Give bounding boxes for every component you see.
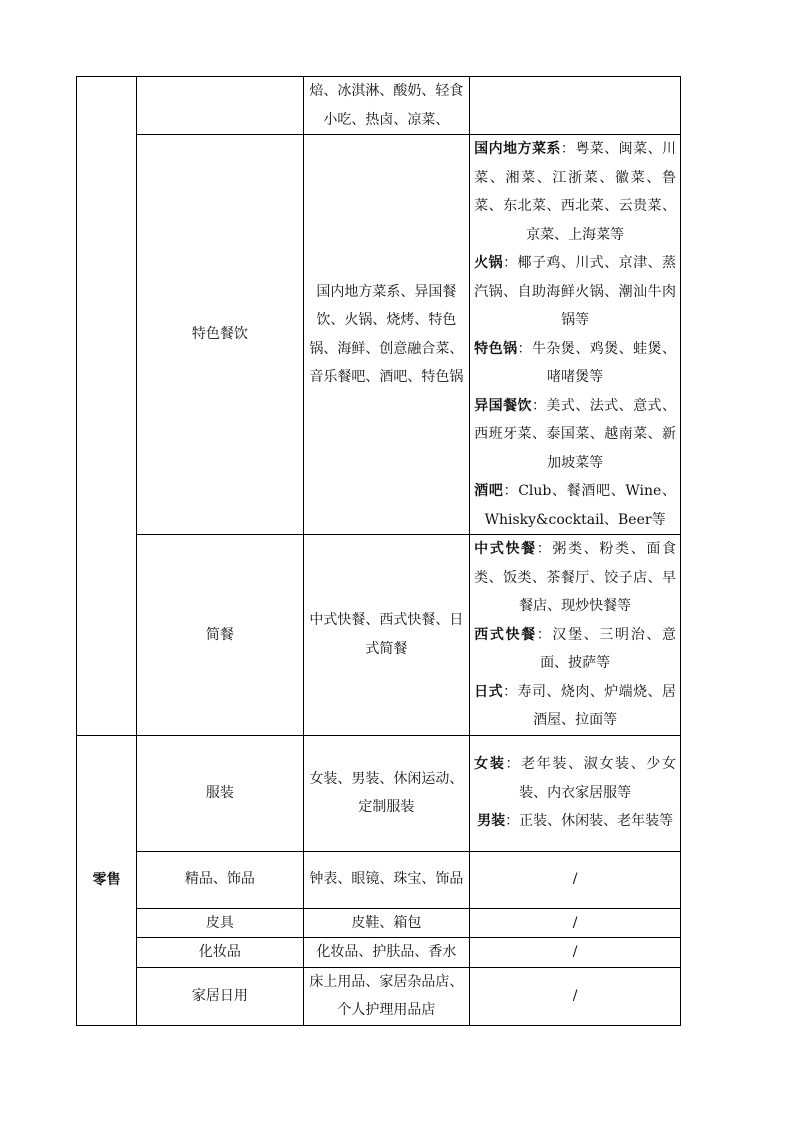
category-retail: 零售 xyxy=(77,735,137,1025)
example-text: ：老年装、淑女装、少女装、内衣家居服等 xyxy=(505,756,677,801)
items-clothing: 女装、男装、休闲运动、定制服装 xyxy=(303,735,470,851)
examples-clothing xyxy=(470,735,681,851)
example-label: 西式快餐 xyxy=(474,626,537,643)
subcategory-cell-empty xyxy=(137,77,304,135)
examples-cell-empty xyxy=(470,77,681,135)
items-quick-meal: 中式快餐、西式快餐、日式简餐 xyxy=(303,535,470,736)
example-paragraph xyxy=(474,477,676,534)
examples-cosmetics: / xyxy=(470,938,681,968)
category-cell-empty xyxy=(77,77,137,736)
example-text: ：粥类、粉类、面食类、饭类、茶餐厅、饺子店、早餐店、现炒快餐等 xyxy=(474,541,676,614)
retail-category-table xyxy=(76,76,681,1026)
example-paragraph xyxy=(474,750,676,807)
example-text: ：Club、餐酒吧、Wine、Whisky&cocktail、Beer等 xyxy=(484,483,677,528)
subcategory-special-dining: 特色餐饮 xyxy=(137,135,304,535)
subcategory-home-goods: 家居日用 xyxy=(137,967,304,1025)
example-text: ：正装、休闲装、老年装等 xyxy=(505,813,674,830)
example-label: 男装 xyxy=(477,813,506,830)
items-leather: 皮鞋、箱包 xyxy=(303,908,470,938)
example-text: ：牛杂煲、鸡煲、蛙煲、啫啫煲等 xyxy=(517,340,677,385)
table-row xyxy=(77,77,681,135)
example-label: 特色锅 xyxy=(474,340,518,357)
example-label: 异国餐饮 xyxy=(474,397,532,414)
examples-home-goods: / xyxy=(470,967,681,1025)
example-paragraph xyxy=(474,621,676,678)
example-paragraph xyxy=(474,535,676,621)
table-row xyxy=(77,908,681,938)
table-row xyxy=(77,967,681,1025)
example-paragraph xyxy=(474,249,676,335)
items-cosmetics: 化妆品、护肤品、香水 xyxy=(303,938,470,968)
examples-leather: / xyxy=(470,908,681,938)
subcategory-quick-meal: 简餐 xyxy=(137,535,304,736)
example-text: ：汉堡、三明治、意面、披萨等 xyxy=(536,626,676,671)
table-row xyxy=(77,851,681,908)
examples-quick-meal xyxy=(470,535,681,736)
subcategory-accessories: 精品、饰品 xyxy=(137,851,304,908)
example-text: ：粤菜、闽菜、川菜、湘菜、江浙菜、徽菜、鲁菜、东北菜、西北菜、云贵菜、京菜、上海菜等 xyxy=(474,141,677,243)
example-label: 国内地方菜系 xyxy=(474,141,561,157)
table-row xyxy=(77,135,681,535)
example-paragraph xyxy=(474,392,676,478)
example-label: 日式 xyxy=(474,683,504,700)
items-accessories: 钟表、眼镜、珠宝、饰品 xyxy=(303,851,470,908)
example-paragraph xyxy=(474,678,676,735)
items-special-dining: 国内地方菜系、异国餐饮、火锅、烧烤、特色锅、海鲜、创意融合菜、音乐餐吧、酒吧、特色锅 xyxy=(303,135,470,535)
items-home-goods: 床上用品、家居杂品店、个人护理用品店 xyxy=(303,967,470,1025)
example-paragraph xyxy=(474,335,676,392)
example-paragraph xyxy=(474,807,676,836)
table-row xyxy=(77,535,681,736)
example-label: 火锅 xyxy=(474,255,504,271)
items-cell: 焙、冰淇淋、酸奶、轻食小吃、热卤、凉菜、 xyxy=(303,77,470,135)
examples-special-dining xyxy=(470,135,681,535)
subcategory-clothing: 服装 xyxy=(137,735,304,851)
subcategory-cosmetics: 化妆品 xyxy=(137,938,304,968)
table-row xyxy=(77,735,681,851)
example-text: ：美式、法式、意式、西班牙菜、泰国菜、越南菜、新加坡菜等 xyxy=(474,397,677,471)
example-text: ：寿司、烧肉、炉端烧、居酒屋、拉面等 xyxy=(503,683,677,728)
example-label: 女装 xyxy=(474,756,506,773)
example-paragraph xyxy=(474,135,676,249)
example-label: 中式快餐 xyxy=(474,541,537,557)
example-label: 酒吧 xyxy=(474,483,504,499)
example-text: ：椰子鸡、川式、京津、蒸汽锅、自助海鲜火锅、潮汕牛肉锅等 xyxy=(474,255,677,328)
table-row xyxy=(77,938,681,968)
subcategory-leather: 皮具 xyxy=(137,908,304,938)
examples-accessories: / xyxy=(470,851,681,908)
